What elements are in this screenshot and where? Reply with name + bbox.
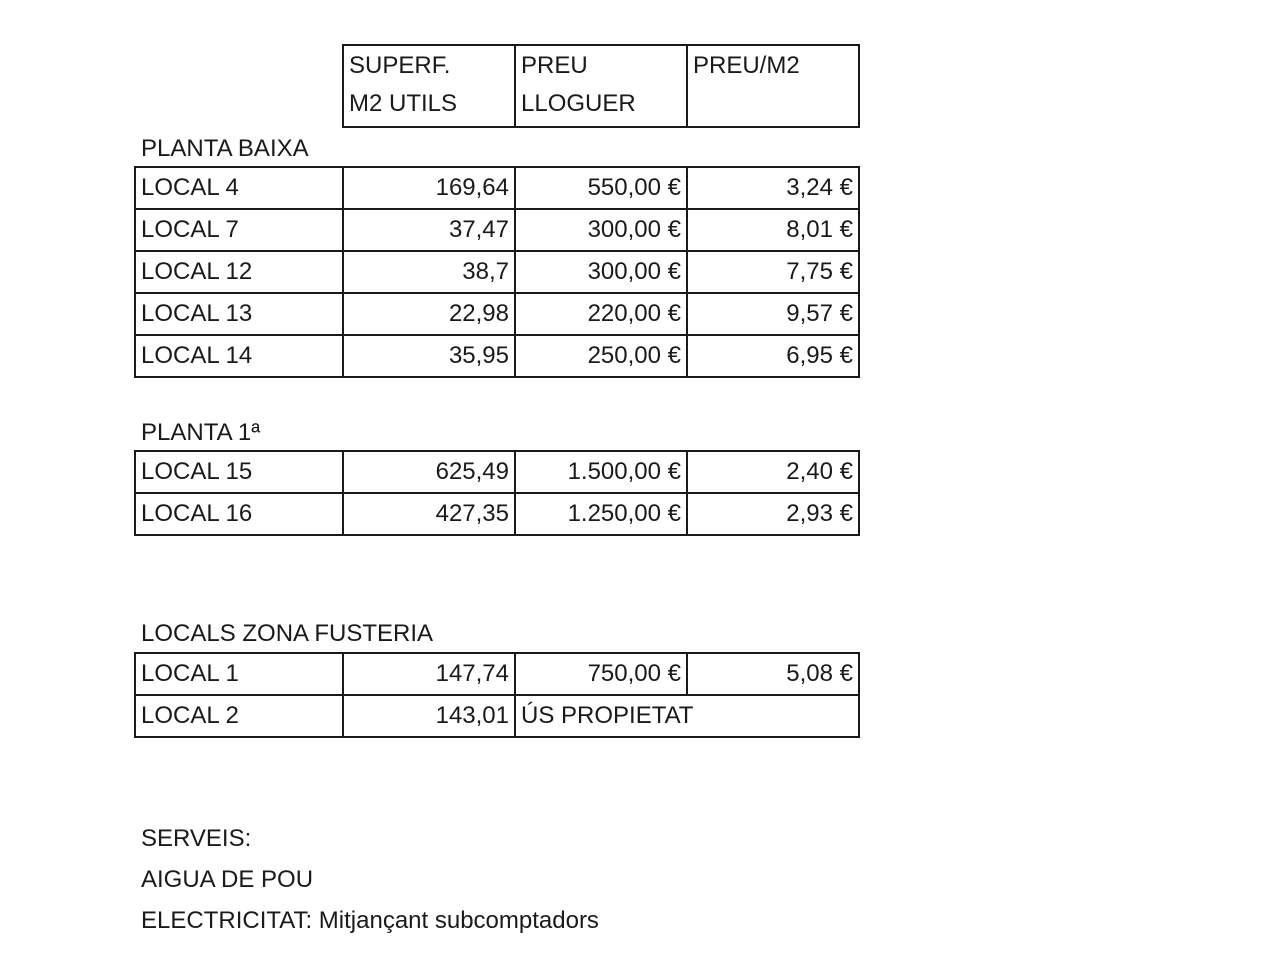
note-serveis: SERVEIS: [141, 825, 252, 852]
cell-local: LOCAL 4 [135, 167, 343, 209]
table-planta-baixa [134, 166, 860, 378]
cell-superf: 147,74 [343, 653, 515, 695]
cell-preu: 220,00 € [515, 293, 687, 335]
cell-preu-m2: 3,24 € [687, 167, 859, 209]
header-preu-m2 [687, 45, 859, 127]
cell-preu-m2: 2,93 € [687, 493, 859, 535]
table-row [135, 653, 859, 695]
cell-superf: 35,95 [343, 335, 515, 377]
header-preu [515, 45, 687, 127]
table-row [135, 451, 859, 493]
cell-local: LOCAL 14 [135, 335, 343, 377]
cell-preu: 300,00 € [515, 209, 687, 251]
cell-local: LOCAL 2 [135, 695, 343, 737]
services-notes [141, 818, 599, 941]
cell-local: LOCAL 1 [135, 653, 343, 695]
table-row [135, 695, 859, 737]
table-row [135, 167, 859, 209]
cell-merged-note: ÚS PROPIETAT [515, 695, 859, 737]
cell-preu: 1.250,00 € [515, 493, 687, 535]
note-electricitat: ELECTRICITAT: Mitjançant subcomptadors [141, 907, 599, 934]
table-row [135, 251, 859, 293]
cell-preu-m2: 8,01 € [687, 209, 859, 251]
header-preu-line2: LLOGUER [521, 90, 636, 117]
header-superf-line2: M2 UTILS [349, 90, 458, 117]
cell-preu: 550,00 € [515, 167, 687, 209]
cell-superf: 38,7 [343, 251, 515, 293]
cell-preu-m2: 5,08 € [687, 653, 859, 695]
table-row [135, 293, 859, 335]
header-preu-line1: PREU [521, 52, 588, 79]
cell-preu: 300,00 € [515, 251, 687, 293]
column-header-row [343, 45, 859, 127]
table-row [135, 335, 859, 377]
section-title-planta-baixa: PLANTA BAIXA [141, 135, 309, 162]
cell-preu-m2: 7,75 € [687, 251, 859, 293]
cell-preu: 1.500,00 € [515, 451, 687, 493]
cell-superf: 625,49 [343, 451, 515, 493]
note-aigua: AIGUA DE POU [141, 866, 314, 893]
cell-superf: 22,98 [343, 293, 515, 335]
cell-local: LOCAL 16 [135, 493, 343, 535]
cell-superf: 169,64 [343, 167, 515, 209]
cell-local: LOCAL 15 [135, 451, 343, 493]
cell-local: LOCAL 13 [135, 293, 343, 335]
cell-preu-m2: 2,40 € [687, 451, 859, 493]
section-title-zona-fusteria: LOCALS ZONA FUSTERIA [141, 620, 434, 647]
cell-preu: 250,00 € [515, 335, 687, 377]
header-preu-m2-label: PREU/M2 [693, 52, 800, 79]
cell-local: LOCAL 12 [135, 251, 343, 293]
cell-superf: 37,47 [343, 209, 515, 251]
table-planta-1 [134, 450, 860, 536]
table-zona-fusteria [134, 652, 860, 738]
cell-superf: 427,35 [343, 493, 515, 535]
header-superf-line1: SUPERF. [349, 52, 451, 79]
cell-superf: 143,01 [343, 695, 515, 737]
column-header-table [342, 44, 860, 128]
cell-preu-m2: 6,95 € [687, 335, 859, 377]
header-superf [343, 45, 515, 127]
section-title-planta-1: PLANTA 1ª [141, 419, 261, 446]
cell-preu: 750,00 € [515, 653, 687, 695]
table-row [135, 209, 859, 251]
table-row [135, 493, 859, 535]
cell-local: LOCAL 7 [135, 209, 343, 251]
cell-preu-m2: 9,57 € [687, 293, 859, 335]
